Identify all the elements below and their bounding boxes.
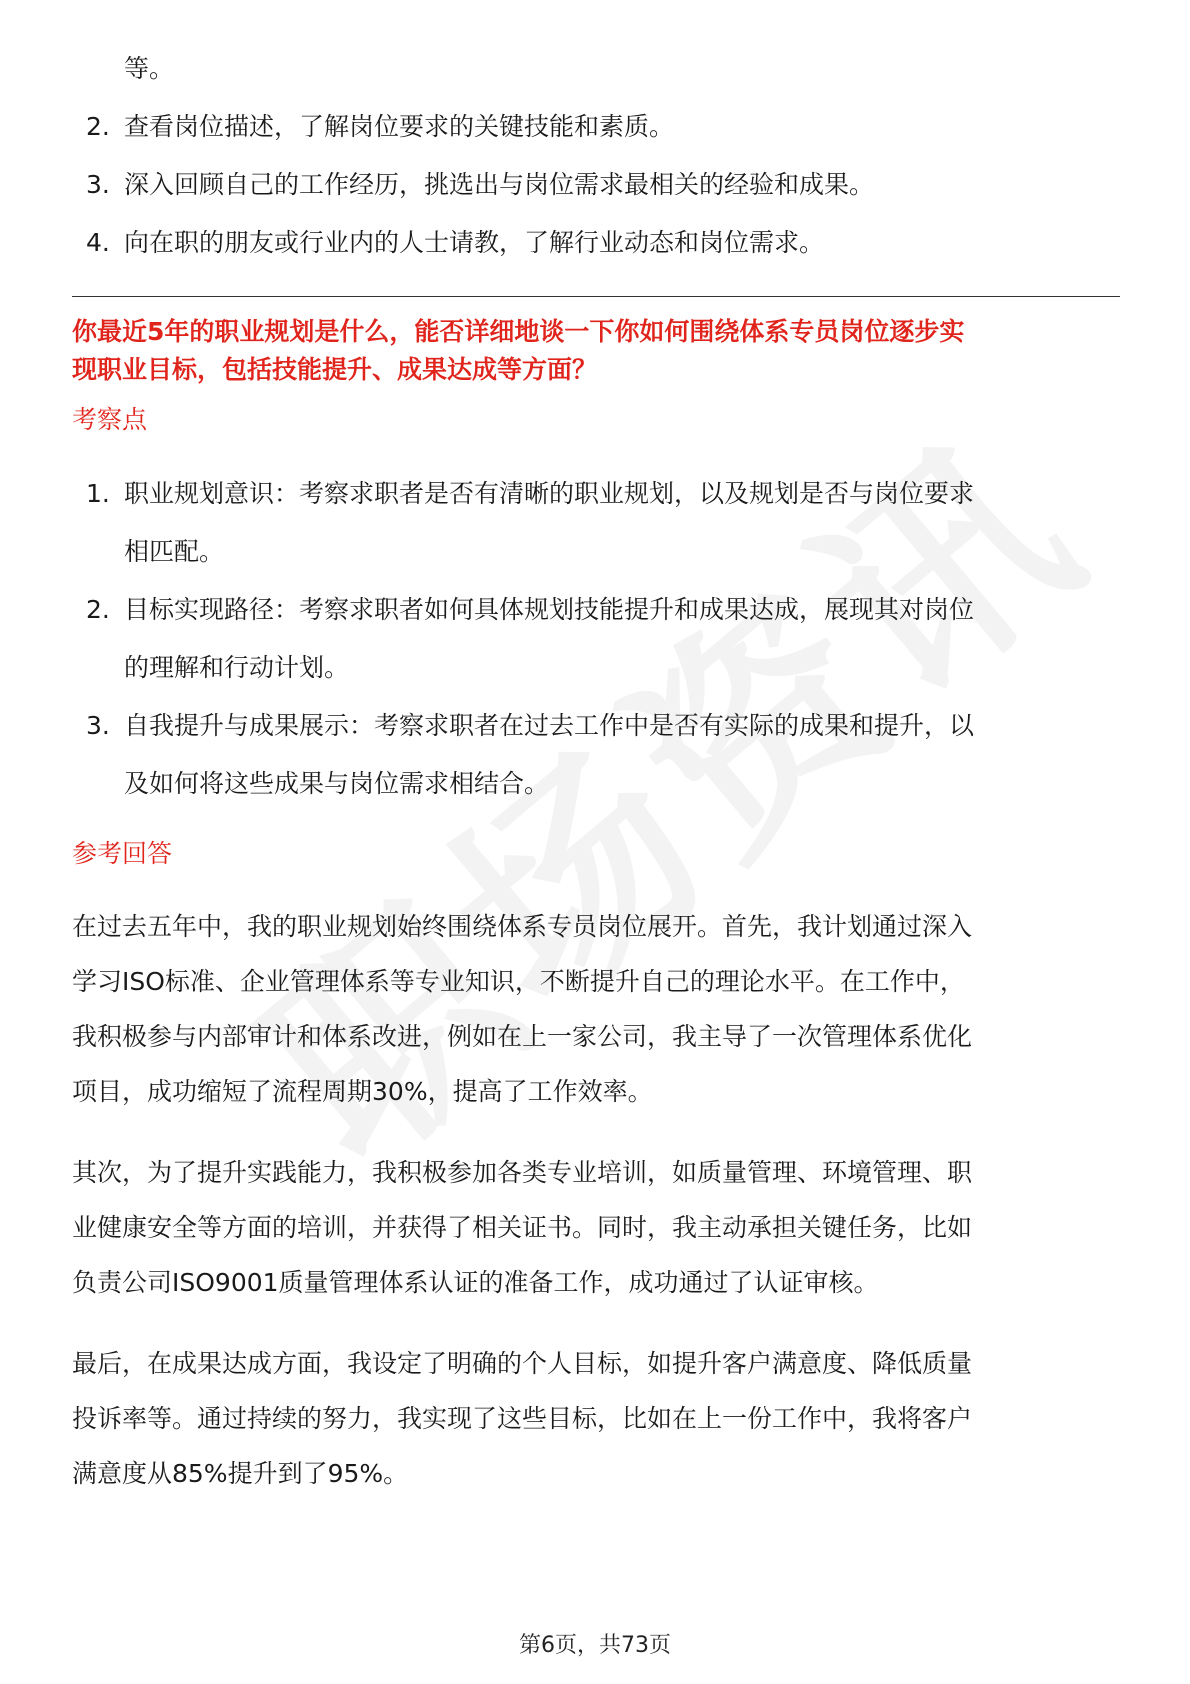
paragraph-line: 满意度从85%提升到了95%。 [72,1459,409,1488]
section-title-examine: 考察点 [72,405,148,434]
list-item [72,697,1120,813]
page-footer: 第6页，共73页 [519,1633,671,1658]
paragraph-line: 其次，为了提升实践能力，我积极参加各类专业培训，如质量管理、环境管理、职 [72,1158,973,1187]
list-text: 职业规划意识：考察求职者是否有清晰的职业规划，以及规划是否与岗位要求 [124,479,975,508]
list-number: 2. [86,112,110,141]
list-number: 2. [86,595,110,624]
paragraph-line: 最后，在成果达成方面，我设定了明确的个人目标，如提升客户满意度、降低质量 [72,1349,973,1378]
list-number: 1. [86,479,110,508]
examine-list [72,465,1120,813]
paragraph-line: 项目，成功缩短了流程周期30%，提高了工作效率。 [72,1077,653,1106]
question-heading [72,313,1120,389]
question-line: 现职业目标，包括技能提升、成果达成等方面？ [72,355,598,384]
prev-item-continuation: 等。 [124,54,175,83]
page-content [72,40,1120,1527]
section-title-answer: 参考回答 [72,839,173,868]
paragraph-line: 业健康安全等方面的培训，并获得了相关证书。同时，我主动承担关键任务，比如 [72,1213,973,1242]
list-number: 3. [86,170,110,199]
list-item [72,581,1120,697]
list-number: 4. [86,228,110,257]
list-item [72,156,1120,214]
paragraph-line: 负责公司ISO9001质量管理体系认证的准备工作，成功通过了认证审核。 [72,1268,879,1297]
answer-paragraph [72,899,1120,1119]
answer-paragraph [72,1145,1120,1310]
divider [72,296,1120,297]
list-item [72,465,1120,581]
paragraph-line: 学习ISO标准、企业管理体系等专业知识，不断提升自己的理论水平。在工作中， [72,967,965,996]
paragraph-line: 在过去五年中，我的职业规划始终围绕体系专员岗位展开。首先，我计划通过深入 [72,912,973,941]
list-text: 目标实现路径：考察求职者如何具体规划技能提升和成果达成，展现其对岗位 [124,595,975,624]
list-text: 及如何将这些成果与岗位需求相结合。 [124,769,550,798]
paragraph-line: 我积极参与内部审计和体系改进，例如在上一家公司，我主导了一次管理体系优化 [72,1022,973,1051]
list-text: 向在职的朋友或行业内的人士请教，了解行业动态和岗位需求。 [124,228,825,257]
list-text: 相匹配。 [124,537,225,566]
list-text: 深入回顾自己的工作经历，挑选出与岗位需求最相关的经验和成果。 [124,170,875,199]
list-item [72,98,1120,156]
prev-list [72,98,1120,272]
list-number: 3. [86,711,110,740]
list-text: 的理解和行动计划。 [124,653,350,682]
list-item [72,214,1120,272]
list-text: 查看岗位描述，了解岗位要求的关键技能和素质。 [124,112,675,141]
list-text: 自我提升与成果展示：考察求职者在过去工作中是否有实际的成果和提升，以 [124,711,975,740]
paragraph-line: 投诉率等。通过持续的努力，我实现了这些目标，比如在上一份工作中，我将客户 [72,1404,973,1433]
answer-paragraph [72,1336,1120,1501]
question-line: 你最近5年的职业规划是什么，能否详细地谈一下你如何围绕体系专员岗位逐步实 [72,317,965,346]
